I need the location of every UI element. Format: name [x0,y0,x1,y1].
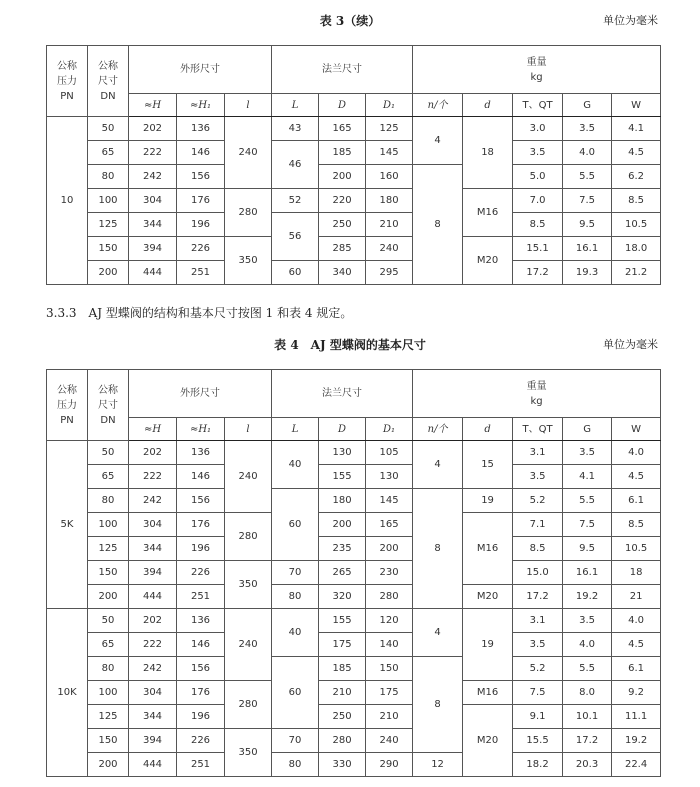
d1-cell: 145 [366,489,413,513]
d-outer-cell: 235 [319,537,366,561]
weight-tqt-cell: 8.5 [513,537,563,561]
header-d: d [463,418,513,441]
bolt-d-cell: M20 [463,585,513,609]
bolt-d-cell: M16 [463,681,513,705]
d1-cell: 240 [366,237,413,261]
h-cell: 304 [129,189,177,213]
header-weight-unit: kg [530,71,543,83]
dn-cell: 200 [88,261,129,285]
d1-cell: 210 [366,213,413,237]
weight-tqt-cell: 7.1 [513,513,563,537]
weight-g-cell: 5.5 [563,489,612,513]
header-w: W [612,418,661,441]
n-cell: 8 [413,165,463,285]
weight-tqt-cell: 18.2 [513,753,563,777]
h1-cell: 156 [177,489,225,513]
d1-cell: 210 [366,705,413,729]
n-cell: 8 [413,657,463,753]
table-row [47,117,661,141]
header-H1: ≈H₁ [177,94,225,117]
l-cell: 240 [225,609,272,681]
weight-tqt-cell: 5.0 [513,165,563,189]
d1-cell: 280 [366,585,413,609]
pn-cell: 10K [47,609,88,777]
dn-cell: 65 [88,141,129,165]
weight-w-cell: 4.1 [612,117,661,141]
L-cell: 40 [272,441,319,489]
h1-cell: 226 [177,237,225,261]
weight-tqt-cell: 3.0 [513,117,563,141]
h1-cell: 146 [177,141,225,165]
dn-cell: 150 [88,237,129,261]
h1-cell: 176 [177,513,225,537]
h1-cell: 146 [177,633,225,657]
h-cell: 202 [129,117,177,141]
header-dn: 公称尺寸DN [88,370,129,441]
table-row [47,141,661,165]
header-H: ≈H [129,418,177,441]
l-cell: 350 [225,729,272,777]
l-cell: 280 [225,681,272,729]
weight-g-cell: 4.1 [563,465,612,489]
weight-w-cell: 21.2 [612,261,661,285]
table-row [47,213,661,237]
table3 [46,45,661,285]
weight-w-cell: 9.2 [612,681,661,705]
table-row [47,609,661,633]
pn-cell: 5K [47,441,88,609]
h1-cell: 196 [177,705,225,729]
header-tqt: T、QT [513,418,563,441]
d1-cell: 165 [366,513,413,537]
table-row [47,189,661,213]
h-cell: 444 [129,261,177,285]
weight-w-cell: 6.1 [612,489,661,513]
d-outer-cell: 330 [319,753,366,777]
d-outer-cell: 320 [319,585,366,609]
d-outer-cell: 200 [319,513,366,537]
d-outer-cell: 285 [319,237,366,261]
header-l: l [225,94,272,117]
table-row [47,561,661,585]
h1-cell: 251 [177,261,225,285]
dn-cell: 125 [88,213,129,237]
table4-unit: 单位为毫米 [603,338,658,351]
bolt-d-cell: M16 [463,189,513,237]
L-cell: 56 [272,213,319,261]
weight-tqt-cell: 15.0 [513,561,563,585]
h-cell: 344 [129,537,177,561]
header-pn: 公称压力PN [47,370,88,441]
h-cell: 394 [129,561,177,585]
L-cell: 60 [272,657,319,729]
weight-g-cell: 5.5 [563,165,612,189]
header-D1: D₁ [366,418,413,441]
d1-cell: 180 [366,189,413,213]
header-L: L [272,94,319,117]
weight-tqt-cell: 7.5 [513,681,563,705]
h1-cell: 176 [177,189,225,213]
n-cell: 8 [413,489,463,609]
weight-g-cell: 7.5 [563,513,612,537]
h-cell: 394 [129,237,177,261]
header-H: ≈H [129,94,177,117]
table-row [47,441,661,465]
dn-cell: 50 [88,117,129,141]
table-row [47,513,661,537]
weight-w-cell: 8.5 [612,189,661,213]
d1-cell: 140 [366,633,413,657]
bolt-d-cell: 18 [463,117,513,189]
d-outer-cell: 265 [319,561,366,585]
weight-w-cell: 6.2 [612,165,661,189]
L-cell: 80 [272,753,319,777]
table-row [47,753,661,777]
section-paragraph: 3.3.3 AJ 型蝶阀的结构和基本尺寸按图 1 和表 4 规定。 [46,306,353,320]
d-outer-cell: 185 [319,141,366,165]
weight-tqt-cell: 5.2 [513,489,563,513]
d1-cell: 125 [366,117,413,141]
h1-cell: 136 [177,441,225,465]
dn-cell: 150 [88,561,129,585]
header-flange-dimensions: 法兰尺寸 [272,370,413,418]
table-row [47,489,661,513]
n-cell: 4 [413,117,463,165]
dn-cell: 125 [88,537,129,561]
d1-cell: 145 [366,141,413,165]
weight-tqt-cell: 15.1 [513,237,563,261]
l-cell: 240 [225,441,272,513]
bolt-d-cell: 19 [463,489,513,513]
table4-caption [0,336,700,354]
bolt-d-cell: 19 [463,609,513,681]
L-cell: 43 [272,117,319,141]
L-cell: 52 [272,189,319,213]
dn-cell: 80 [88,165,129,189]
weight-g-cell: 20.3 [563,753,612,777]
dn-cell: 200 [88,753,129,777]
h-cell: 222 [129,465,177,489]
d1-cell: 160 [366,165,413,189]
weight-g-cell: 8.0 [563,681,612,705]
bolt-d-cell: 15 [463,441,513,489]
h1-cell: 251 [177,753,225,777]
header-weight [413,370,661,418]
weight-w-cell: 19.2 [612,729,661,753]
table3-unit: 单位为毫米 [603,14,658,27]
d1-cell: 240 [366,729,413,753]
d-outer-cell: 180 [319,489,366,513]
d-outer-cell: 340 [319,261,366,285]
h1-cell: 156 [177,657,225,681]
table-row [47,261,661,285]
d1-cell: 295 [366,261,413,285]
L-cell: 60 [272,489,319,561]
dn-cell: 125 [88,705,129,729]
header-D: D [319,418,366,441]
d-outer-cell: 250 [319,213,366,237]
header-D1: D₁ [366,94,413,117]
h1-cell: 226 [177,561,225,585]
weight-w-cell: 4.5 [612,141,661,165]
pn-cell: 10 [47,117,88,285]
header-w: W [612,94,661,117]
L-cell: 70 [272,561,319,585]
h-cell: 444 [129,753,177,777]
h-cell: 444 [129,585,177,609]
header-weight-label: 重量 [526,56,547,68]
h1-cell: 226 [177,729,225,753]
weight-g-cell: 10.1 [563,705,612,729]
h1-cell: 146 [177,465,225,489]
h-cell: 222 [129,633,177,657]
weight-tqt-cell: 3.5 [513,633,563,657]
h-cell: 242 [129,489,177,513]
d1-cell: 230 [366,561,413,585]
n-cell: 12 [413,753,463,777]
weight-tqt-cell: 15.5 [513,729,563,753]
table-row [47,681,661,705]
h-cell: 242 [129,165,177,189]
weight-g-cell: 19.3 [563,261,612,285]
weight-tqt-cell: 3.5 [513,141,563,165]
header-dn: 公称尺寸DN [88,46,129,117]
h1-cell: 136 [177,609,225,633]
l-cell: 350 [225,561,272,609]
weight-w-cell: 10.5 [612,537,661,561]
weight-g-cell: 9.5 [563,213,612,237]
l-cell: 240 [225,117,272,189]
h-cell: 242 [129,657,177,681]
header-D: D [319,94,366,117]
weight-w-cell: 18.0 [612,237,661,261]
d1-cell: 175 [366,681,413,705]
header-weight [413,46,661,94]
weight-g-cell: 3.5 [563,609,612,633]
dn-cell: 100 [88,189,129,213]
L-cell: 46 [272,141,319,189]
dn-cell: 80 [88,657,129,681]
table-row [47,537,661,561]
dn-cell: 50 [88,609,129,633]
h-cell: 304 [129,513,177,537]
weight-tqt-cell: 3.1 [513,441,563,465]
table3-title: 表 3（续） [319,14,381,28]
weight-w-cell: 21 [612,585,661,609]
dn-cell: 200 [88,585,129,609]
weight-g-cell: 16.1 [563,237,612,261]
d1-cell: 120 [366,609,413,633]
bolt-d-cell: M20 [463,237,513,285]
header-weight-label: 重量 [526,380,547,392]
h-cell: 344 [129,213,177,237]
header-outer-dimensions: 外形尺寸 [129,370,272,418]
h-cell: 222 [129,141,177,165]
weight-w-cell: 4.5 [612,633,661,657]
weight-tqt-cell: 17.2 [513,261,563,285]
header-pn: 公称压力PN [47,46,88,117]
d1-cell: 200 [366,537,413,561]
weight-tqt-cell: 3.5 [513,465,563,489]
weight-w-cell: 18 [612,561,661,585]
weight-w-cell: 8.5 [612,513,661,537]
table-row [47,633,661,657]
table-row [47,237,661,261]
dn-cell: 150 [88,729,129,753]
header-outer-dimensions: 外形尺寸 [129,46,272,94]
h1-cell: 251 [177,585,225,609]
h-cell: 344 [129,705,177,729]
weight-w-cell: 10.5 [612,213,661,237]
weight-g-cell: 5.5 [563,657,612,681]
weight-w-cell: 11.1 [612,705,661,729]
h-cell: 202 [129,441,177,465]
weight-w-cell: 4.0 [612,441,661,465]
l-cell: 280 [225,513,272,561]
table-row [47,165,661,189]
d1-cell: 105 [366,441,413,465]
weight-g-cell: 16.1 [563,561,612,585]
d1-cell: 130 [366,465,413,489]
table-row [47,729,661,753]
n-cell: 4 [413,609,463,657]
header-g: G [563,94,612,117]
header-d: d [463,94,513,117]
table4-title: 表 4 AJ 型蝶阀的基本尺寸 [274,338,426,352]
dn-cell: 65 [88,465,129,489]
weight-tqt-cell: 17.2 [513,585,563,609]
weight-tqt-cell: 5.2 [513,657,563,681]
weight-w-cell: 4.0 [612,609,661,633]
table-row [47,705,661,729]
header-g: G [563,418,612,441]
d-outer-cell: 175 [319,633,366,657]
d-outer-cell: 155 [319,465,366,489]
table-row [47,465,661,489]
h-cell: 304 [129,681,177,705]
dn-cell: 100 [88,513,129,537]
header-l: l [225,418,272,441]
header-n: n/个 [413,94,463,117]
h1-cell: 196 [177,213,225,237]
table4 [46,369,661,777]
table3-caption [0,12,700,30]
dn-cell: 65 [88,633,129,657]
weight-g-cell: 9.5 [563,537,612,561]
L-cell: 80 [272,585,319,609]
l-cell: 350 [225,237,272,285]
bolt-d-cell: M20 [463,705,513,777]
d-outer-cell: 155 [319,609,366,633]
d-outer-cell: 220 [319,189,366,213]
dn-cell: 100 [88,681,129,705]
d-outer-cell: 185 [319,657,366,681]
L-cell: 40 [272,609,319,657]
weight-w-cell: 6.1 [612,657,661,681]
d-outer-cell: 250 [319,705,366,729]
table-row [47,585,661,609]
weight-g-cell: 7.5 [563,189,612,213]
weight-g-cell: 4.0 [563,633,612,657]
d-outer-cell: 280 [319,729,366,753]
dn-cell: 50 [88,441,129,465]
header-tqt: T、QT [513,94,563,117]
d-outer-cell: 210 [319,681,366,705]
header-n: n/个 [413,418,463,441]
h-cell: 202 [129,609,177,633]
weight-g-cell: 3.5 [563,117,612,141]
weight-g-cell: 19.2 [563,585,612,609]
weight-g-cell: 17.2 [563,729,612,753]
h1-cell: 196 [177,537,225,561]
header-weight-unit: kg [530,395,543,407]
dn-cell: 80 [88,489,129,513]
weight-tqt-cell: 3.1 [513,609,563,633]
weight-w-cell: 4.5 [612,465,661,489]
h1-cell: 136 [177,117,225,141]
weight-w-cell: 22.4 [612,753,661,777]
d-outer-cell: 165 [319,117,366,141]
d1-cell: 150 [366,657,413,681]
header-L: L [272,418,319,441]
header-flange-dimensions: 法兰尺寸 [272,46,413,94]
d-outer-cell: 130 [319,441,366,465]
weight-tqt-cell: 8.5 [513,213,563,237]
header-H1: ≈H₁ [177,418,225,441]
h1-cell: 156 [177,165,225,189]
weight-g-cell: 4.0 [563,141,612,165]
d-outer-cell: 200 [319,165,366,189]
weight-tqt-cell: 7.0 [513,189,563,213]
table-row [47,657,661,681]
weight-tqt-cell: 9.1 [513,705,563,729]
n-cell: 4 [413,441,463,489]
h-cell: 394 [129,729,177,753]
weight-g-cell: 3.5 [563,441,612,465]
L-cell: 60 [272,261,319,285]
h1-cell: 176 [177,681,225,705]
d1-cell: 290 [366,753,413,777]
l-cell: 280 [225,189,272,237]
L-cell: 70 [272,729,319,753]
bolt-d-cell: M16 [463,513,513,585]
